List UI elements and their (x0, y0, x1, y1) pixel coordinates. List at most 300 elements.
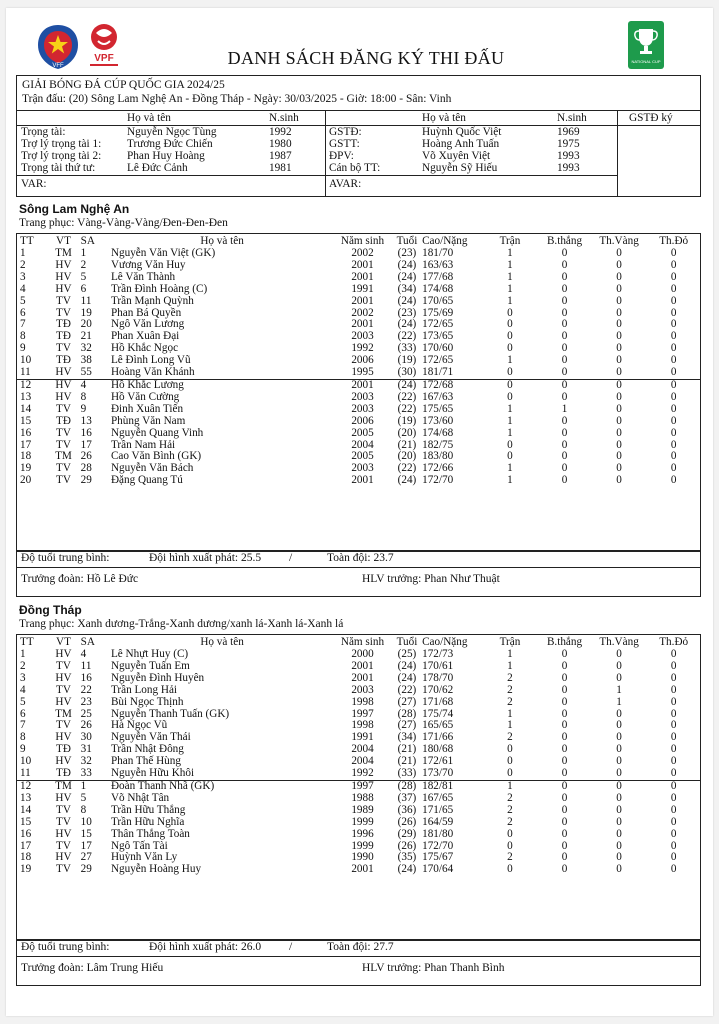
col-goals: 0 (561, 659, 568, 672)
col-goals: 0 (561, 767, 568, 780)
col-red-cards: 0 (646, 379, 701, 391)
col-tt: 9 (20, 743, 26, 756)
vpf-logo-text: VPF (94, 53, 114, 64)
col-goals: 0 (561, 342, 568, 355)
col-red-cards: 0 (670, 342, 677, 355)
dpv-name: Võ Xuyên Việt (422, 150, 491, 162)
col-matches: 0 (507, 366, 513, 379)
col-yellow-cards: 0 (616, 426, 622, 439)
col-red-cards: 0 (670, 659, 677, 672)
col-shirt-number: 11 (80, 659, 92, 672)
col-yellow-cards: 0 (616, 767, 622, 780)
col-height-weight-header: Cao/Nặng (422, 235, 468, 247)
col-age: (20) (397, 450, 417, 463)
avg-age-label: Độ tuổi trung bình: (21, 941, 110, 953)
col-matches: 1 (507, 719, 513, 732)
col-tt-header: TT (20, 235, 34, 247)
col-goals: 0 (561, 731, 568, 744)
col-age: (21) (397, 755, 417, 768)
player-row (16, 392, 701, 404)
var-label: VAR: (21, 178, 47, 190)
avg-age-team: Toàn đội: 27.7 (327, 941, 394, 953)
fourth-official-role: Trọng tài thứ tư: (21, 162, 96, 174)
col-height-weight: 174/68 (422, 282, 454, 295)
col-matches: 1 (507, 247, 513, 259)
col-tt: 15 (20, 414, 32, 427)
supervisor-year: 1969 (557, 126, 580, 138)
fourth-official-year: 1981 (269, 162, 292, 174)
col-matches: 1 (507, 659, 513, 672)
col-red-cards: 0 (670, 851, 677, 864)
col-height-weight: 177/68 (422, 270, 454, 283)
col-shirt-number: 13 (80, 414, 92, 427)
col-birth-year: 2001 (351, 863, 374, 876)
col-yellow-cards-header: Th.Vàng (599, 636, 639, 648)
col-matches: 1 (507, 707, 513, 720)
referee-name: Nguyễn Ngọc Tùng (127, 126, 217, 138)
team-manager: Trưởng đoàn: Hồ Lê Đức (21, 573, 139, 585)
col-tt: 7 (20, 719, 26, 732)
col-player-name: Nguyễn Văn Việt (GK) (110, 247, 216, 259)
col-tt: 17 (20, 438, 32, 451)
col-height-weight: 170/65 (422, 294, 454, 307)
col-player-name: Nguyễn Đình Huyên (110, 671, 205, 684)
col-position: TĐ (56, 414, 71, 427)
col-height-weight: 180/68 (422, 743, 454, 756)
col-yellow-cards: 0 (616, 258, 622, 271)
col-matches: 1 (507, 426, 513, 439)
col-position: TM (55, 247, 72, 259)
col-tt: 10 (20, 354, 32, 367)
col-red-cards: 0 (670, 815, 677, 828)
col-red-cards: 0 (670, 695, 677, 708)
col-matches: 0 (483, 379, 538, 391)
col-goals: 0 (561, 426, 568, 439)
col-shirt-number-header: SA (80, 235, 95, 247)
age-summary (16, 550, 701, 568)
col-yellow-cards: 0 (616, 671, 622, 684)
media-officer-year: 1993 (557, 162, 580, 174)
col-red-cards-header: Th.Đỏ (659, 235, 689, 247)
col-position: TV (56, 306, 71, 319)
col-position: TV (56, 659, 71, 672)
col-tt: 10 (20, 755, 32, 768)
team-name: Đồng Tháp (19, 603, 82, 617)
col-yellow-cards: 0 (616, 659, 622, 672)
col-birth-year: 2001 (351, 474, 374, 487)
col-position: HV (55, 695, 72, 708)
col-shirt-number: 23 (80, 695, 92, 708)
col-yellow-cards: 0 (616, 402, 622, 415)
col-yellow-cards: 0 (616, 462, 622, 475)
col-age: (36) (397, 803, 417, 816)
avar-label: AVAR: (329, 178, 362, 190)
col-tt: 4 (20, 282, 26, 295)
referee-year: 1992 (269, 126, 292, 138)
col-matches: 0 (507, 450, 513, 463)
dpv-role: ĐPV: (329, 150, 354, 162)
col-shirt-number: 33 (80, 767, 92, 780)
col-matches: 0 (507, 318, 513, 331)
col-goals: 0 (561, 270, 568, 283)
col-height-weight: 172/70 (422, 839, 454, 852)
supervisor-name: Huỳnh Quốc Việt (422, 126, 502, 138)
avg-age-label: Độ tuổi trung bình: (21, 552, 110, 564)
col-position: TV (56, 839, 71, 852)
col-matches: 0 (507, 438, 513, 451)
col-player-name: Hồ Văn Cường (110, 390, 180, 403)
roster-header-row (16, 635, 701, 649)
col-red-cards: 0 (670, 330, 677, 343)
col-birth-year: 2003 (351, 683, 374, 696)
col-tt: 11 (20, 767, 31, 780)
player-row (16, 416, 701, 428)
col-player-name: Lê Đình Long Vũ (110, 354, 191, 367)
col-position: TM (46, 780, 80, 792)
col-yellow-cards: 0 (616, 282, 622, 295)
col-goals: 0 (561, 683, 568, 696)
col-matches: 2 (507, 695, 513, 708)
vff-logo (36, 23, 80, 71)
team-name: Sông Lam Nghệ An (19, 202, 130, 216)
col-shirt-number: 10 (80, 815, 92, 828)
col-goals: 0 (561, 306, 568, 319)
player-row (16, 768, 701, 780)
col-player-name: Nguyễn Văn Bách (110, 462, 194, 475)
col-height-weight: 178/70 (422, 671, 454, 684)
player-row (16, 296, 701, 308)
col-matches: 1 (507, 270, 513, 283)
col-red-cards: 0 (670, 474, 677, 487)
col-height-weight: 175/69 (422, 306, 454, 319)
col-position-header: VT (56, 636, 71, 648)
col-red-cards: 0 (670, 450, 677, 463)
team-kit: Trang phục: Vàng-Vàng-Vàng/Đen-Đen-Đen (19, 217, 228, 229)
col-height-weight: 172/65 (422, 318, 454, 331)
col-goals: 0 (561, 827, 568, 840)
officials-header-sign: GSTĐ ký (629, 112, 673, 124)
col-red-cards: 0 (670, 390, 677, 403)
col-shirt-number: 32 (80, 755, 92, 768)
col-age: (37) (397, 791, 417, 804)
col-shirt-number-header: SA (80, 636, 95, 648)
col-matches-header: Trận (499, 235, 521, 247)
player-row (16, 428, 701, 440)
col-tt: 8 (20, 731, 26, 744)
col-goals: 0 (561, 695, 568, 708)
col-red-cards: 0 (670, 282, 677, 295)
col-age: (24) (397, 474, 417, 487)
col-position: TV (56, 342, 71, 355)
col-birth-year: 2001 (333, 379, 392, 391)
col-shirt-number: 25 (80, 707, 92, 720)
col-matches: 1 (507, 462, 513, 475)
col-position: TV (56, 815, 71, 828)
col-yellow-cards: 0 (616, 803, 622, 816)
officials-header-birth: N.sinh (269, 112, 299, 124)
col-position: TV (56, 474, 71, 487)
col-shirt-number: 29 (80, 474, 92, 487)
officials-header-birth-2: N.sinh (557, 112, 587, 124)
col-shirt-number: 17 (80, 839, 92, 852)
col-height-weight: 164/59 (422, 815, 454, 828)
col-matches: 0 (507, 839, 513, 852)
col-age: (30) (397, 366, 417, 379)
col-red-cards: 0 (670, 683, 677, 696)
col-birth-year: 1991 (351, 731, 374, 744)
col-red-cards: 0 (670, 306, 677, 319)
col-player-name: Cao Văn Bình (GK) (110, 450, 202, 463)
col-player-name: Võ Nhật Tân (110, 791, 170, 804)
col-birth-year: 2001 (351, 318, 374, 331)
page-title: DANH SÁCH ĐĂNG KÝ THI ĐẤU (227, 48, 505, 68)
col-matches: 1 (507, 648, 513, 660)
col-goals-header: B.thắng (546, 235, 583, 247)
col-age: (24) (397, 671, 417, 684)
col-age: (35) (397, 851, 417, 864)
col-age: (24) (397, 659, 417, 672)
col-matches: 0 (507, 743, 513, 756)
col-yellow-cards: 1 (616, 695, 622, 708)
col-age: (22) (397, 683, 417, 696)
col-red-cards: 0 (670, 827, 677, 840)
col-age: (24) (397, 863, 417, 876)
player-row (16, 793, 701, 805)
col-yellow-cards: 0 (616, 438, 622, 451)
col-age: (22) (397, 402, 417, 415)
col-birth-year: 2003 (351, 390, 374, 403)
match-details: Trận đấu: (20) Sông Lam Nghệ An - Đồng Tháp - Ngày: 30/03/2025 - Giờ: 18:00 - Sân: Vinh (22, 93, 452, 105)
col-shirt-number: 31 (80, 743, 92, 756)
col-height-weight: 171/68 (422, 695, 454, 708)
col-yellow-cards: 0 (616, 318, 622, 331)
col-height-weight: 173/70 (422, 767, 454, 780)
col-goals: 0 (561, 282, 568, 295)
col-tt: 12 (16, 379, 46, 391)
col-yellow-cards: 0 (616, 474, 622, 487)
col-goals: 0 (561, 815, 568, 828)
col-player-name: Ngô Văn Lương (110, 318, 185, 331)
col-position: TV (56, 462, 71, 475)
col-shirt-number: 4 (80, 648, 87, 660)
col-age: (24) (397, 270, 417, 283)
supervisor-role: GSTĐ: (329, 126, 362, 138)
col-tt: 18 (20, 851, 32, 864)
col-player-name-header: Họ và tên (200, 636, 244, 648)
col-yellow-cards: 0 (616, 306, 622, 319)
col-shirt-number: 11 (80, 294, 92, 307)
col-player-name: Thân Thắng Toàn (110, 827, 190, 840)
assistant-1-name: Trương Đức Chiến (127, 138, 213, 150)
col-goals: 0 (561, 450, 568, 463)
col-tt: 13 (20, 390, 32, 403)
col-position: HV (55, 390, 72, 403)
col-player-name: Nguyễn Quang Vinh (110, 426, 204, 439)
col-player-name-header: Họ và tên (200, 235, 244, 247)
col-matches: 2 (507, 851, 513, 864)
col-tt: 19 (20, 863, 32, 876)
col-goals: 0 (561, 318, 568, 331)
player-row (16, 864, 701, 876)
player-row (16, 284, 701, 296)
col-position-header: VT (56, 235, 71, 247)
col-matches: 1 (507, 354, 513, 367)
col-yellow-cards: 0 (616, 851, 622, 864)
col-goals: 0 (561, 330, 568, 343)
col-tt: 8 (20, 330, 26, 343)
col-yellow-cards: 0 (616, 707, 622, 720)
col-tt: 12 (16, 780, 46, 792)
col-matches: 1 (507, 402, 513, 415)
col-age: (19) (397, 414, 417, 427)
col-shirt-number: 2 (80, 258, 87, 271)
col-yellow-cards: 0 (616, 450, 622, 463)
col-player-name: Hà Ngọc Vũ (110, 719, 168, 732)
col-matches: 0 (507, 827, 513, 840)
col-position: TĐ (56, 330, 71, 343)
col-player-name: Hoàng Văn Khánh (110, 366, 195, 379)
col-height-weight: 172/66 (422, 462, 454, 475)
col-tt: 14 (20, 402, 32, 415)
col-player-name: Trần Đình Hoàng (C) (110, 282, 208, 295)
col-height-weight: 170/60 (422, 342, 454, 355)
col-shirt-number: 30 (80, 731, 92, 744)
col-birth-year: 2001 (351, 659, 374, 672)
player-row (16, 697, 701, 709)
player-row (16, 673, 701, 685)
col-position: HV (55, 282, 72, 295)
col-yellow-cards: 0 (616, 342, 622, 355)
col-player-name: Lê Văn Thành (110, 270, 176, 283)
col-matches: 1 (507, 258, 513, 271)
col-age: (23) (397, 306, 417, 319)
avg-age-separator: / (289, 941, 293, 953)
competition-name: GIẢI BÓNG ĐÁ CÚP QUỐC GIA 2024/25 (22, 79, 225, 91)
col-height-weight: 170/61 (422, 659, 454, 672)
col-birth-year: 1997 (333, 780, 392, 792)
col-player-name: Hồ Khắc Ngọc (110, 342, 179, 355)
officials-header-name-2: Họ và tên (422, 112, 466, 124)
col-goals: 0 (561, 438, 568, 451)
col-position: TV (56, 863, 71, 876)
col-height-weight: 173/60 (422, 414, 454, 427)
staff-row (16, 956, 701, 986)
col-matches: 1 (507, 414, 513, 427)
col-birth-year: 2006 (351, 414, 374, 427)
col-height-weight: 175/67 (422, 851, 454, 864)
col-yellow-cards: 0 (616, 863, 622, 876)
col-birth-year-header: Năm sinh (340, 235, 385, 247)
col-shirt-number: 5 (80, 270, 87, 283)
col-goals: 0 (561, 791, 568, 804)
col-height-weight: 181/70 (422, 247, 454, 259)
gstt-name: Hoàng Anh Tuấn (422, 138, 500, 150)
col-yellow-cards: 0 (616, 366, 622, 379)
col-height-weight: 165/65 (422, 719, 454, 732)
staff-row (16, 567, 701, 597)
col-yellow-cards-header: Th.Vàng (599, 235, 639, 247)
col-goals: 0 (561, 719, 568, 732)
col-player-name: Ngô Tấn Tài (110, 839, 168, 852)
col-age: (22) (397, 330, 417, 343)
col-player-name: Nguyễn Tuấn Em (110, 659, 190, 672)
col-player-name: Trần Hữu Thắng (110, 803, 186, 816)
col-player-name: Phan Xuân Đại (110, 330, 180, 343)
col-age: (28) (397, 707, 417, 720)
col-tt: 13 (20, 791, 32, 804)
col-position: TV (56, 803, 71, 816)
col-height-weight: 183/80 (422, 450, 454, 463)
col-age: (24) (397, 258, 417, 271)
col-shirt-number: 16 (80, 671, 92, 684)
col-height-weight: 170/64 (422, 863, 454, 876)
col-birth-year: 2004 (351, 438, 374, 451)
col-player-name: Huỳnh Văn Ly (110, 851, 178, 864)
col-yellow-cards: 0 (616, 354, 622, 367)
col-red-cards: 0 (670, 719, 677, 732)
gstt-year: 1975 (557, 138, 580, 150)
col-birth-year: 2001 (351, 258, 374, 271)
col-goals: 1 (561, 402, 568, 415)
col-birth-year: 2001 (351, 294, 374, 307)
col-red-cards: 0 (670, 426, 677, 439)
col-yellow-cards: 1 (616, 683, 622, 696)
col-age: (28) (392, 780, 422, 792)
col-height-weight: 173/65 (422, 330, 454, 343)
col-yellow-cards: 0 (616, 414, 622, 427)
col-birth-year: 1998 (351, 719, 374, 732)
col-tt: 4 (20, 683, 26, 696)
player-row (16, 817, 701, 829)
col-player-name: Đặng Quang Tú (110, 474, 183, 487)
col-position: HV (46, 379, 80, 391)
col-age: (21) (397, 743, 417, 756)
col-player-name: Trần Hữu Nghĩa (110, 815, 185, 828)
col-birth-year: 1996 (351, 827, 374, 840)
col-height-weight: 172/70 (422, 474, 454, 487)
col-red-cards: 0 (670, 318, 677, 331)
col-shirt-number: 22 (80, 683, 92, 696)
col-tt: 5 (20, 695, 26, 708)
col-position: TM (55, 707, 72, 720)
col-height-weight: 182/75 (422, 438, 454, 451)
head-coach: HLV trưởng: Phan Thanh Bình (362, 962, 505, 974)
col-red-cards: 0 (670, 671, 677, 684)
col-yellow-cards: 0 (616, 815, 622, 828)
col-yellow-cards: 0 (616, 294, 622, 307)
col-age: (34) (397, 731, 417, 744)
col-matches: 1 (507, 474, 513, 487)
col-position: HV (55, 270, 72, 283)
col-birth-year: 2003 (351, 462, 374, 475)
col-yellow-cards: 0 (616, 839, 622, 852)
assistant-2-year: 1987 (269, 150, 292, 162)
avg-age-starting: Đội hình xuất phát: 25.5 (149, 552, 262, 564)
col-red-cards: 0 (670, 839, 677, 852)
referee-role: Trọng tài: (21, 126, 66, 138)
col-age: (29) (397, 827, 417, 840)
col-red-cards: 0 (670, 247, 677, 259)
roster-header-row (16, 234, 701, 248)
col-age: (34) (397, 282, 417, 295)
col-age: (21) (397, 438, 417, 451)
col-player-name: Nguyễn Hoàng Huy (110, 863, 202, 876)
col-age: (22) (397, 462, 417, 475)
col-position: HV (55, 648, 72, 660)
player-row (16, 475, 701, 487)
col-matches: 0 (507, 330, 513, 343)
col-shirt-number: 20 (80, 318, 92, 331)
